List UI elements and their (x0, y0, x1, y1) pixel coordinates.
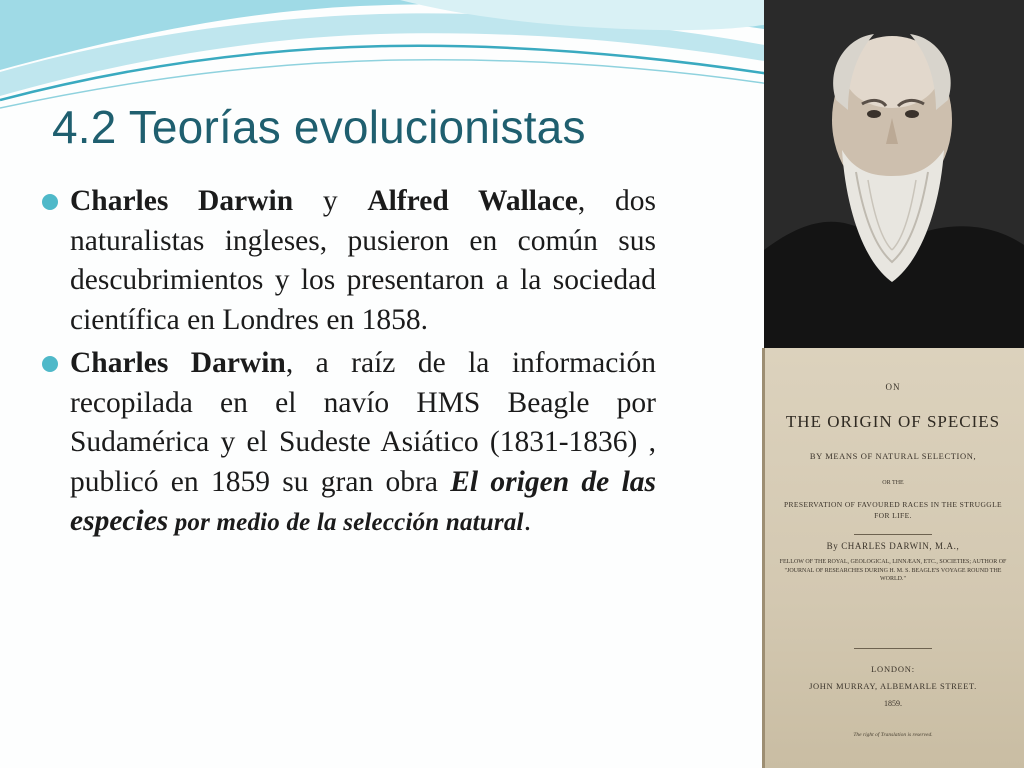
portrait-illustration (764, 0, 1024, 348)
cover-subtitle: BY MEANS OF NATURAL SELECTION, (809, 451, 977, 461)
name-darwin: Charles Darwin (70, 347, 286, 379)
cover-title: THE ORIGIN OF SPECIES (785, 412, 1001, 431)
connector-text: y (293, 185, 368, 217)
bullet-dot-icon (42, 356, 58, 372)
cover-publisher: JOHN MURRAY, ALBEMARLE STREET. (809, 681, 977, 691)
slide-title: 4.2 Teorías evolucionistas (52, 101, 586, 153)
cover-preservation: PRESERVATION OF FAVOURED RACES IN THE STRUGGLE FOR LIFE. (783, 500, 1003, 520)
cover-author: By CHARLES DARWIN, M.A., (826, 541, 960, 551)
cover-city: LONDON: (871, 664, 915, 674)
book-subtitle: por medio de la selección natural (168, 509, 524, 536)
cover-divider (854, 534, 932, 535)
cover-fellow: FELLOW OF THE ROYAL, GEOLOGICAL, LINNÆAN, ETC., SOCIETIES; AUTHOR OF "JOURNAL OF RESEARCHES DURING H. M. S. BEAGLE'S VOYAGE ROUND THE WORLD." (779, 559, 1007, 582)
bullet-list (42, 182, 656, 547)
name-darwin: Charles Darwin (70, 185, 294, 217)
cover-year: 1859. (884, 699, 902, 708)
name-wallace: Alfred Wallace (367, 185, 578, 217)
cover-rights: The right of Translation is reserved. (853, 732, 933, 738)
book-title: El origen de las especies (70, 465, 656, 537)
darwin-portrait-image (764, 0, 1024, 348)
bullet-2-body: , a raíz de la información recopilada en el navío HMS Beagle por Sudamérica y el Sudeste Asiático (1831-1836) , publicó en 1859 su gran obra (70, 347, 656, 498)
bullet-dot-icon (42, 194, 58, 210)
cover-or: OR THE (882, 480, 904, 486)
bullet-item-darwin-wallace (42, 182, 656, 340)
cover-divider (854, 648, 932, 649)
bullet-1-body: , dos naturalistas ingleses, pusieron en común sus descubrimientos y los presentaron a la sociedad científica en Londres en 1858. (70, 185, 656, 336)
final-period: . (523, 505, 532, 537)
cover-on: ON (885, 382, 901, 392)
bullet-item-origin-of-species (42, 344, 656, 543)
origin-of-species-cover-image (762, 348, 1024, 768)
